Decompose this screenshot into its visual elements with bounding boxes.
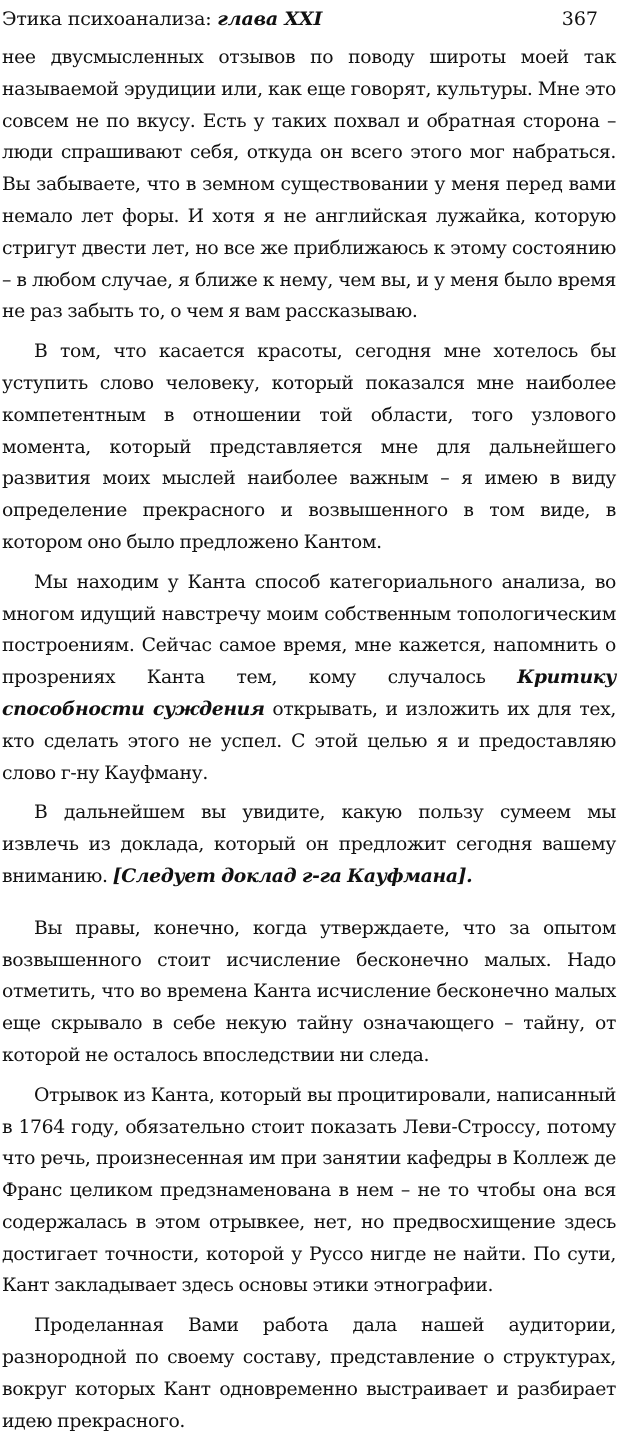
page-number: 367 xyxy=(561,8,598,30)
running-title: Этика психоанализа: глава XXI xyxy=(2,8,323,30)
paragraph: Проделанная Вами работа дала нашей аудитории, разнородной по своему составу, представление о структурах, вокруг которых Кант одновременно выстраивает и разбирает идею прекрасного. xyxy=(2,1315,616,1432)
paragraph: Мы находим у Канта способ категориального анализа, во многом идущий навстречу моим собственным топологическим построениям. Сейчас самое время, мне кажется, напомнить о прозрениях Канта тем, кому случалось Критику способности суждения открывать, и изложить их для тех, кто сделать этого не успел. С этой целью я и предоставляю слово г-ну Кауфману. xyxy=(2,571,616,784)
paragraph: Вы правы, конечно, когда утверждаете, что за опытом возвышенного стоит исчисление бесконечно малых. Надо отметить, что во времена Канта исчисление бесконечно малых еще скрывало в себе некую тайну означающего – тайну, от которой не осталось впоследствии ни следа. xyxy=(2,917,616,1066)
paragraph: В том, что касается красоты, сегодня мне хотелось бы уступить слово человеку, который показался мне наиболее компетентным в отношении той области, того узлового момента, который представляется мне для дальнейшего развития моих мыслей наиболее важным – я имею в виду определение прекрасного и возвышенного в том виде, в котором оно было предложено Кантом. xyxy=(2,341,616,553)
paragraph: Отрывок из Канта, который вы процитировали, написанный в 1764 году, обязательно стоит показать Леви-Строссу, потому что речь, произнесенная им при занятии кафедры в Коллеж де Франс целиком предзнаменована в нем – не то чтобы она вся содержалась в этом отрывкее, нет, но предвосхищение здесь достигает точности, которой у Руссо нигде не найти. По сути, Кант закладывает здесь основы этики этнографии. xyxy=(2,1084,616,1297)
running-header xyxy=(2,2,598,36)
paragraph-continued: нее двусмысленных отзывов по поводу широты моей так называемой эрудиции или, как еще говорят, культуры. Мне это совсем не по вкусу. Есть у таких похвал и обратная сторона – люди спрашивают себя, откуда он всего этого мог набраться. Вы забываете, что в земном существовании у меня перед вами немало лет форы. И хотя я не английская лужайка, которую стригут двести лет, но все же приближаюсь к этому состоянию – в любом случае, я ближе к нему, чем вы, и у меня было время не раз забыть то, о чем я вам рассказываю. xyxy=(2,47,616,323)
emphasized-title: Критику способности суждения xyxy=(2,666,616,720)
body-text xyxy=(2,42,616,1445)
chapter-label: глава XXI xyxy=(217,8,323,30)
paragraph: В дальнейшем вы увидите, какую пользу сумеем мы извлечь из доклада, который он предложит сегодня вашему вниманию. [Следует доклад г-га Кауфмана]. xyxy=(2,802,616,887)
editorial-note: [Следует доклад г-га Кауфмана]. xyxy=(112,864,473,887)
